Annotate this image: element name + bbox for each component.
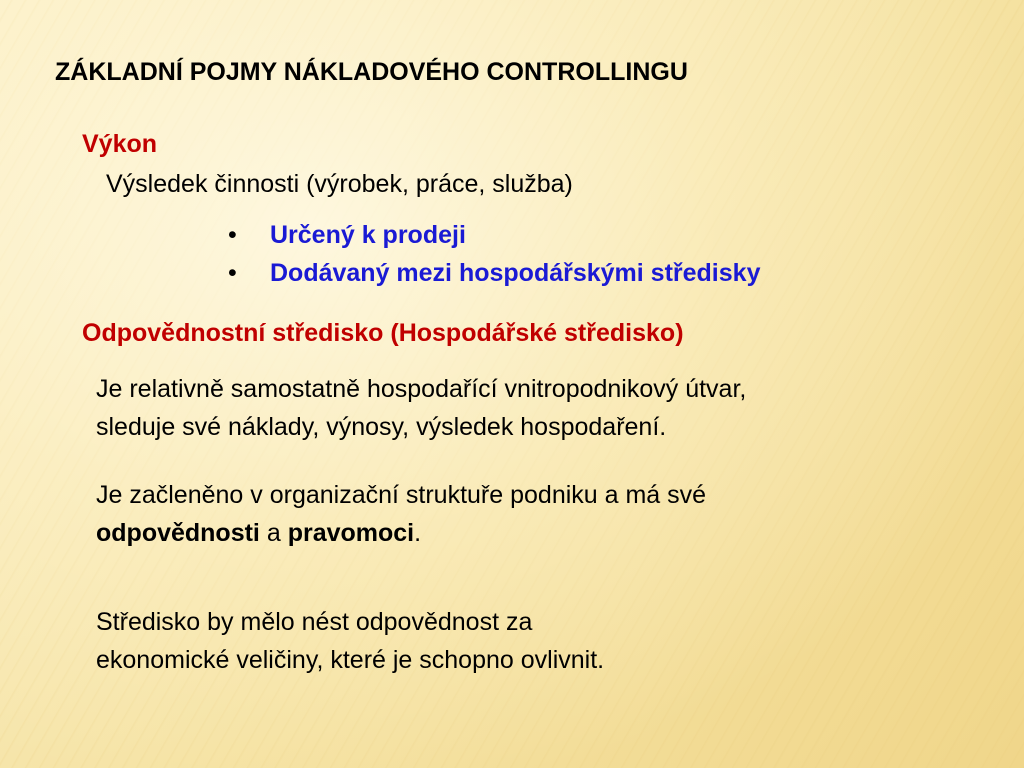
- term-vykon: Výkon: [82, 130, 158, 158]
- paragraph-line: Je relativně samostatně hospodařící vnitropodnikový útvar,: [96, 375, 747, 403]
- stredisko-paragraph-2: [96, 476, 706, 552]
- paragraph-line: Středisko by mělo nést odpovědnost za: [96, 608, 533, 636]
- slide-title: ZÁKLADNÍ POJMY NÁKLADOVÉHO CONTROLLINGU: [55, 58, 688, 86]
- bullet-dot-icon: •: [228, 221, 237, 249]
- paragraph-line: ekonomické veličiny, které je schopno ovlivnit.: [96, 646, 605, 674]
- bullet-text: Dodávaný mezi hospodářskými středisky: [270, 259, 761, 287]
- bold-term-pravomoci: pravomoci: [287, 519, 415, 547]
- vykon-definition: Výsledek činnosti (výrobek, práce, služba): [106, 170, 573, 198]
- period-text: .: [414, 519, 422, 547]
- term-odpovednostni-stredisko: Odpovědnostní středisko (Hospodářské středisko): [82, 319, 684, 347]
- paragraph-line: Je začleněno v organizační struktuře podniku a má své: [96, 481, 707, 509]
- stredisko-paragraph-1: [96, 370, 746, 446]
- paragraph-line: [96, 514, 706, 552]
- connector-text: a: [259, 519, 288, 547]
- stredisko-paragraph-3: [96, 603, 604, 679]
- bullet-text: Určený k prodeji: [270, 221, 466, 249]
- bullet-dot-icon: •: [228, 259, 237, 287]
- bullet-item: [228, 254, 760, 292]
- vykon-bullet-list: [228, 216, 760, 292]
- paragraph-line: sleduje své náklady, výnosy, výsledek hospodaření.: [96, 413, 667, 441]
- bullet-item: [228, 216, 760, 254]
- bold-term-odpovednosti: odpovědnosti: [96, 519, 260, 547]
